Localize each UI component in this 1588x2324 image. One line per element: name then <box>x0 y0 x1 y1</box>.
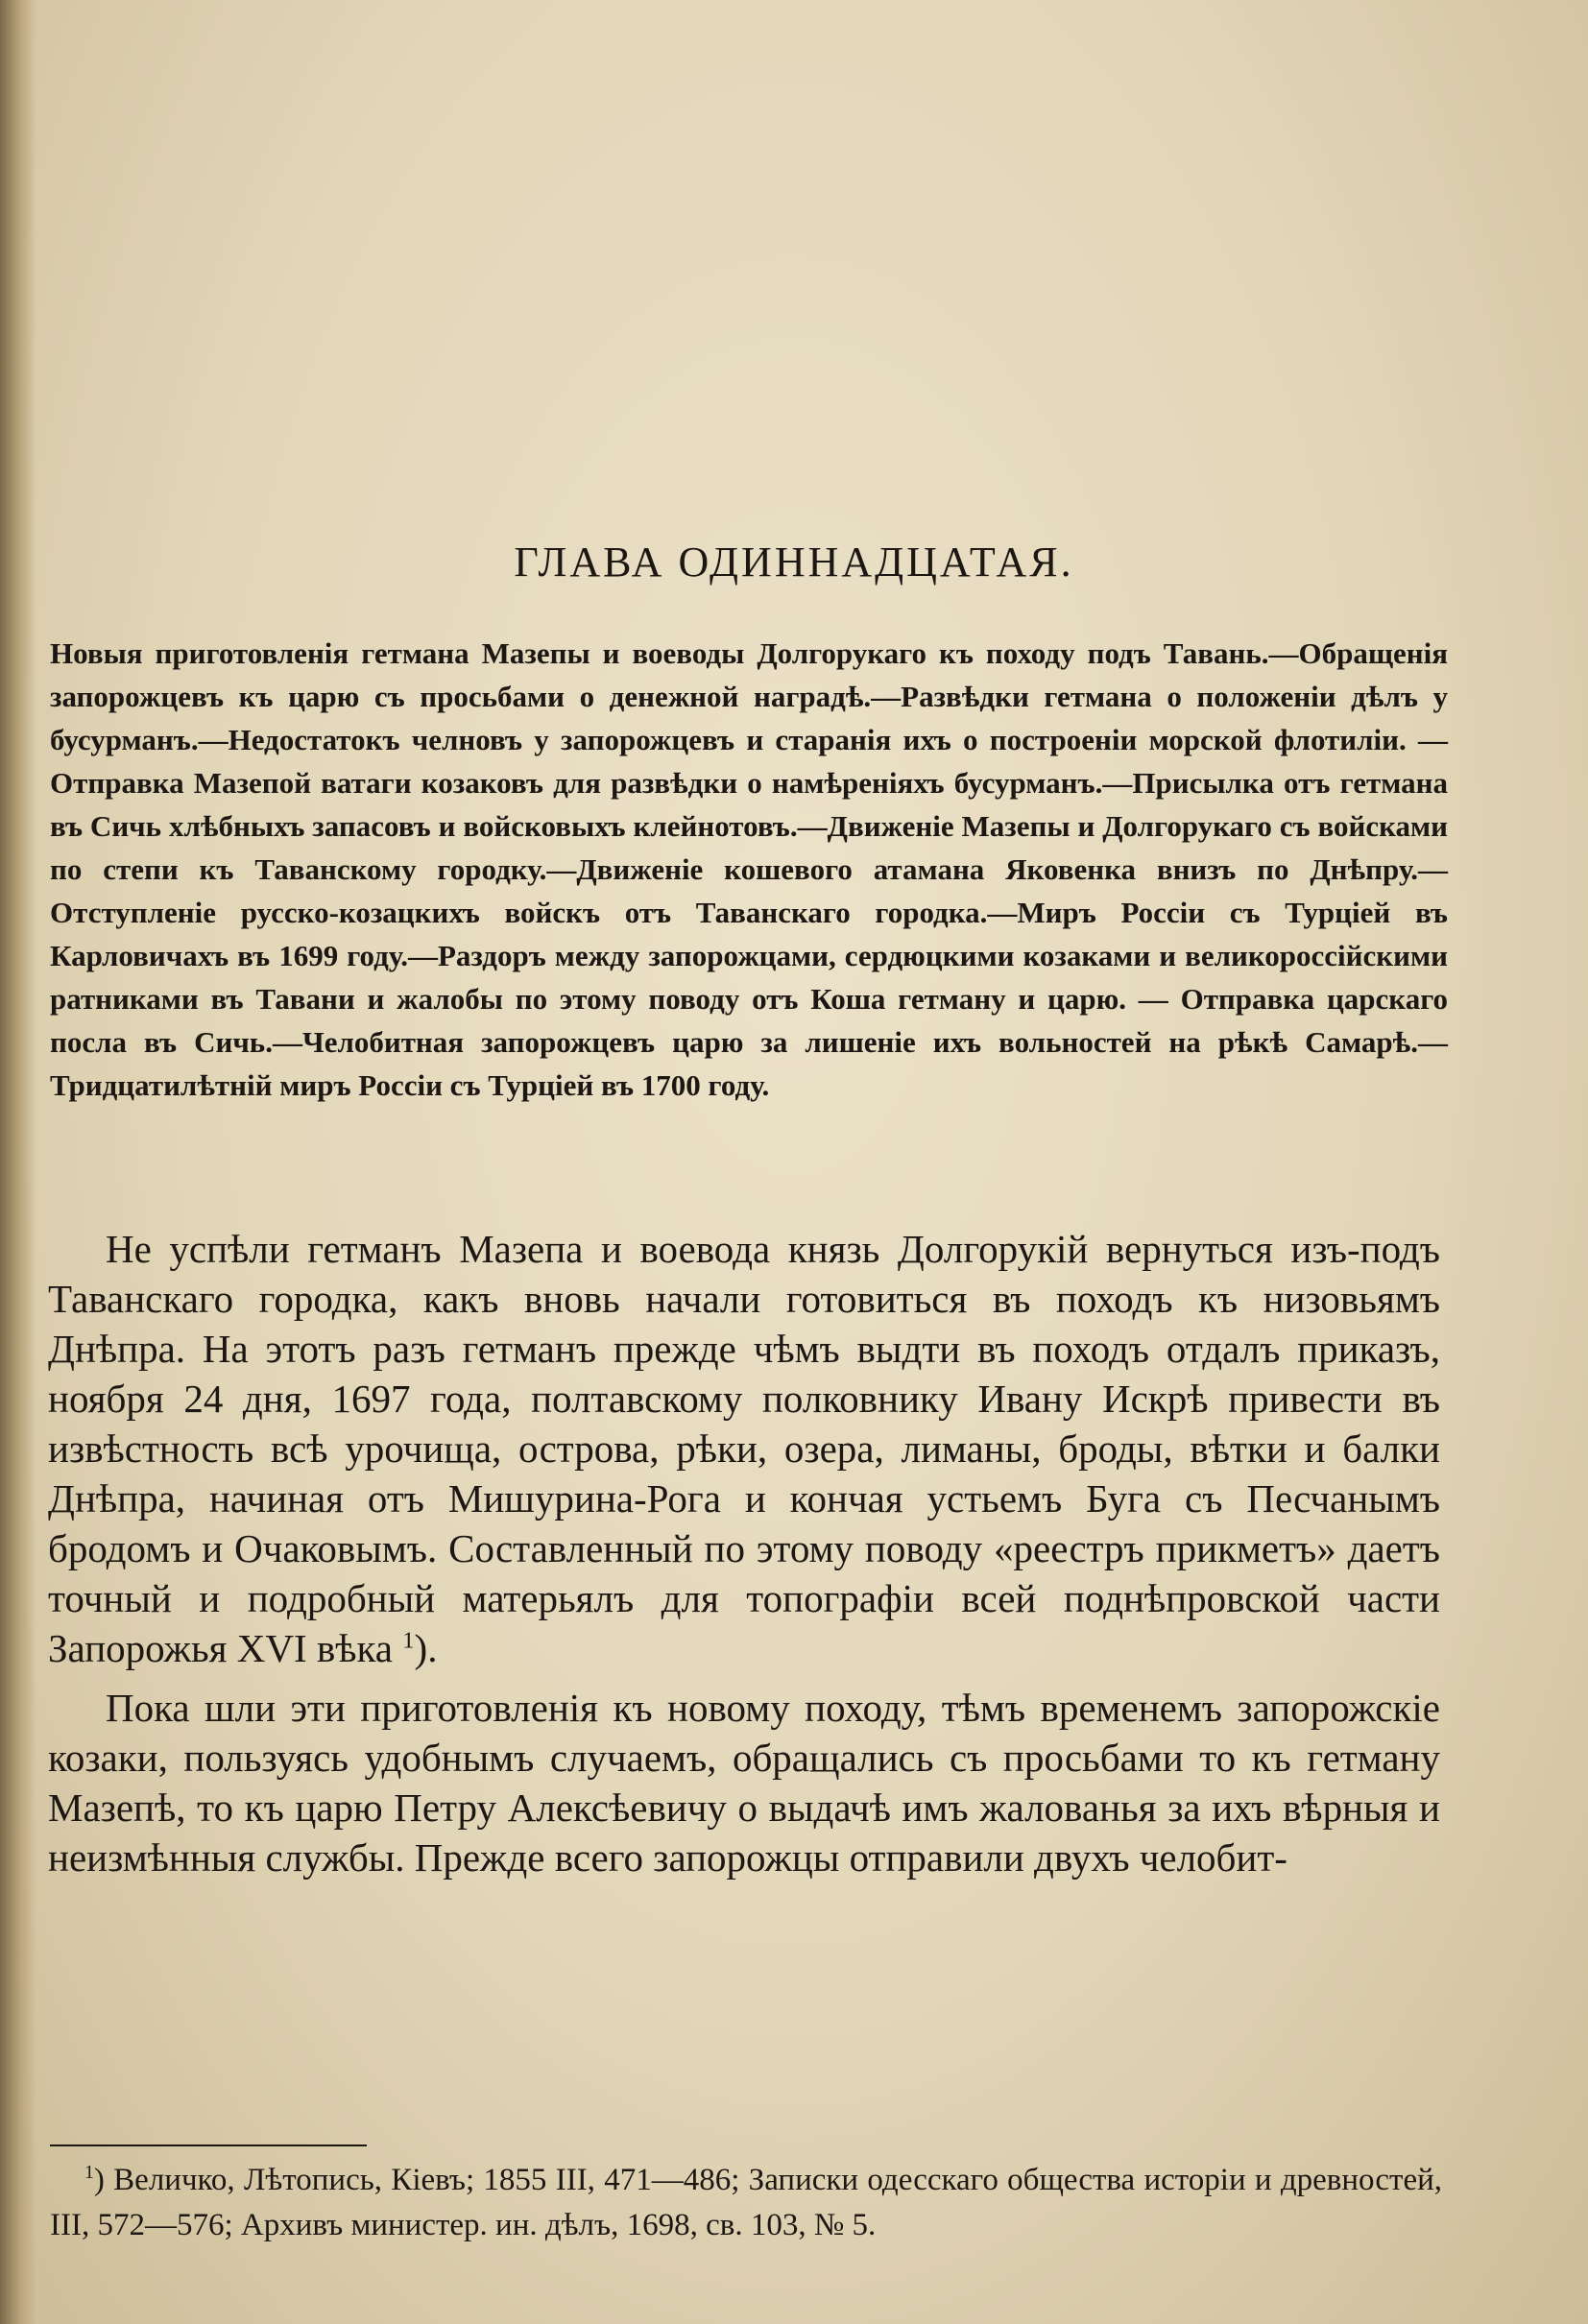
paragraph-1 <box>48 1224 1440 1673</box>
body-text <box>48 1224 1440 1882</box>
chapter-summary: Новыя приготовленія гетмана Мазепы и воеводы Долгорукаго къ походу подъ Тавань.—Обращенія запорожцевъ къ царю съ просьбами о денежной наградѣ.—Развѣдки гетмана о положеніи дѣлъ у бусурманъ.—Недостатокъ челновъ у запорожцевъ и старанія ихъ о построеніи морской флотиліи. — Отправка Мазепой ватаги козаковъ для развѣдки о намѣреніяхъ бусурманъ.—Присылка отъ гетмана въ Сичь хлѣбныхъ запасовъ и войсковыхъ клейнотовъ.—Движеніе Мазепы и Долгорукаго съ войсками по степи къ Таванскому городку.—Движеніе кошевого атамана Яковенка внизъ по Днѣпру.—Отступленіе русско-козацкихъ войскъ отъ Таванскаго городка.—Миръ Россіи съ Турціей въ Карловичахъ въ 1699 году.—Раздоръ между запорожцами, сердюцкими козаками и великороссійскими ратниками въ Тавани и жалобы по этому поводу отъ Коша гетману и царю. — Отправка царскаго посла въ Сичь.—Челобитная запорожцевъ царю за лишеніе ихъ вольностей на рѣкѣ Самарѣ.—Тридцатилѣтній миръ Россіи съ Турціей въ 1700 году. <box>50 636 1448 1102</box>
footnote-number: 1 <box>84 2162 94 2183</box>
paragraph-1-end: ). <box>414 1626 438 1670</box>
chapter-title: ГЛАВА ОДИННАДЦАТАЯ. <box>514 539 1074 586</box>
footnote-text: ) Величко, Лѣтопись, Кіевъ; 1855 III, 471—486; Записки одесскаго общества исторіи и древностей, III, 572—576; Архивъ министер. ин. дѣлъ, 1698, св. 103, № 5. <box>50 2163 1442 2242</box>
paragraph-2: Пока шли эти приготовленія къ новому походу, тѣмъ временемъ запорожскіе козаки, пользуясь удобнымъ случаемъ, обращались съ просьбами то къ гетману Мазепѣ, то къ царю Петру Алексѣевичу о выдачѣ имъ жалованья за ихъ вѣрныя и неизмѣнныя службы. Прежде всего запорожцы отправили двухъ челобит- <box>48 1686 1440 1880</box>
page-binding-edge <box>0 0 36 2324</box>
paragraph-1-text: Не успѣли гетманъ Мазепа и воевода князь Долгорукій вернуться изъ-подъ Таванскаго городка, какъ вновь начали готовиться въ походъ къ низовьямъ Днѣпра. На этотъ разъ гетманъ прежде чѣмъ выдти въ походъ отдалъ приказъ, ноября 24 дня, 1697 года, полтавскому полковнику Ивану Искрѣ привести въ извѣстность всѣ урочища, острова, рѣки, озера, лиманы, броды, вѣтки и балки Днѣпра, начиная отъ Мишурина-Рога и кончая устьемъ Буга съ Песчанымъ бродомъ и Очаковымъ. Составленный по этому поводу «реестръ прикметъ» даетъ точный и подробный матерьялъ для топографіи всей поднѣпровской части Запорожья XVI вѣка <box>48 1227 1440 1670</box>
footnote-divider <box>50 2144 367 2146</box>
footnote-reference: 1 <box>402 1627 415 1654</box>
footnote <box>50 2158 1442 2248</box>
